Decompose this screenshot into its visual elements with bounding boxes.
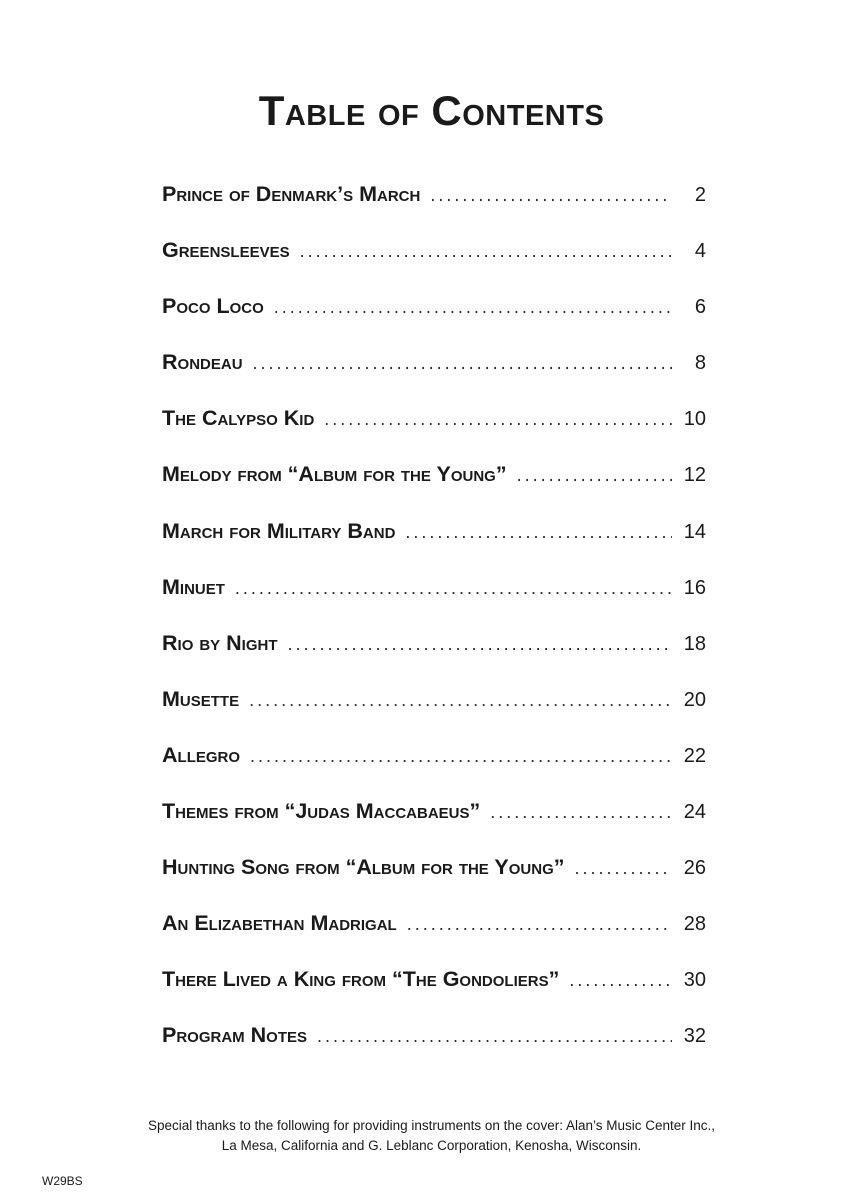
toc-entry-page: 12 xyxy=(683,464,706,487)
dot-leader xyxy=(249,684,672,716)
toc-entry-title: Allegro xyxy=(162,742,241,767)
toc-entry xyxy=(162,234,706,290)
toc-entry-title: Program Notes xyxy=(162,1023,308,1048)
toc-entry-title: Poco Loco xyxy=(162,294,264,319)
toc-entry-page: 26 xyxy=(683,857,706,880)
toc-entry-title: Melody from “Album for the Young” xyxy=(162,462,507,487)
acknowledgement-note xyxy=(0,1116,863,1156)
toc-entry-title: An Elizabethan Madrigal xyxy=(162,911,397,936)
dot-leader xyxy=(575,852,673,884)
toc-entry-page: 32 xyxy=(683,1025,706,1048)
toc-entry xyxy=(162,458,706,514)
toc-entry xyxy=(162,346,706,402)
toc-entry xyxy=(162,515,706,571)
acknowledgement-line: Special thanks to the following for providing instruments on the cover: Alan’s Music Center Inc., xyxy=(147,1118,716,1133)
table-of-contents xyxy=(162,178,706,1076)
dot-leader xyxy=(407,908,672,940)
toc-entry xyxy=(162,851,706,907)
toc-entry-title: Hunting Song from “Album for the Young” xyxy=(162,855,565,880)
toc-entry-title: Musette xyxy=(162,686,240,711)
toc-entry xyxy=(162,739,706,795)
page-title: Table of Contents xyxy=(258,87,605,134)
dot-leader xyxy=(405,516,672,548)
dot-leader xyxy=(430,179,672,211)
toc-entry-page: 10 xyxy=(683,408,706,431)
toc-entry-page: 4 xyxy=(694,240,706,263)
toc-entry-title: There Lived a King from “The Gondoliers” xyxy=(162,967,560,992)
toc-entry-page: 16 xyxy=(683,576,706,599)
dot-leader xyxy=(569,964,672,996)
toc-entry xyxy=(162,1019,706,1075)
dot-leader xyxy=(253,347,672,379)
toc-entry-title: Greensleeves xyxy=(162,238,290,263)
dot-leader xyxy=(517,459,672,491)
toc-entry-page: 20 xyxy=(683,688,706,711)
toc-entry-page: 6 xyxy=(694,296,706,319)
toc-entry xyxy=(162,683,706,739)
dot-leader xyxy=(235,572,672,604)
toc-entry xyxy=(162,571,706,627)
dot-leader xyxy=(250,740,672,772)
acknowledgement-line: La Mesa, California and G. Leblanc Corporation, Kenosha, Wisconsin. xyxy=(221,1138,642,1153)
toc-entry-page: 8 xyxy=(694,352,706,375)
toc-entry-page: 30 xyxy=(683,969,706,992)
toc-entry xyxy=(162,290,706,346)
toc-entry-title: The Calypso Kid xyxy=(162,406,315,431)
toc-entry-page: 28 xyxy=(683,913,706,936)
toc-entry xyxy=(162,963,706,1019)
toc-entry-title: Rondeau xyxy=(162,350,243,375)
dot-leader xyxy=(317,1020,672,1052)
dot-leader xyxy=(490,796,672,828)
toc-entry xyxy=(162,907,706,963)
toc-entry xyxy=(162,402,706,458)
toc-entry-title: Rio by Night xyxy=(162,630,278,655)
dot-leader xyxy=(324,403,672,435)
dot-leader xyxy=(288,628,672,660)
catalog-code: W29BS xyxy=(42,1174,83,1188)
toc-entry-page: 22 xyxy=(683,744,706,767)
toc-entry xyxy=(162,178,706,234)
toc-entry-page: 2 xyxy=(694,184,706,206)
toc-entry-title: March for Military Band xyxy=(162,518,396,543)
toc-entry-page: 18 xyxy=(683,632,706,655)
toc-entry-title: Themes from “Judas Maccabaeus” xyxy=(162,799,481,824)
toc-entry-page: 14 xyxy=(683,520,706,543)
toc-entry-title: Minuet xyxy=(162,574,225,599)
dot-leader xyxy=(274,291,672,323)
dot-leader xyxy=(300,235,672,267)
toc-entry-page: 24 xyxy=(683,801,706,824)
toc-entry-title: Prince of Denmark’s March xyxy=(162,182,421,206)
toc-entry xyxy=(162,627,706,683)
toc-entry xyxy=(162,795,706,851)
